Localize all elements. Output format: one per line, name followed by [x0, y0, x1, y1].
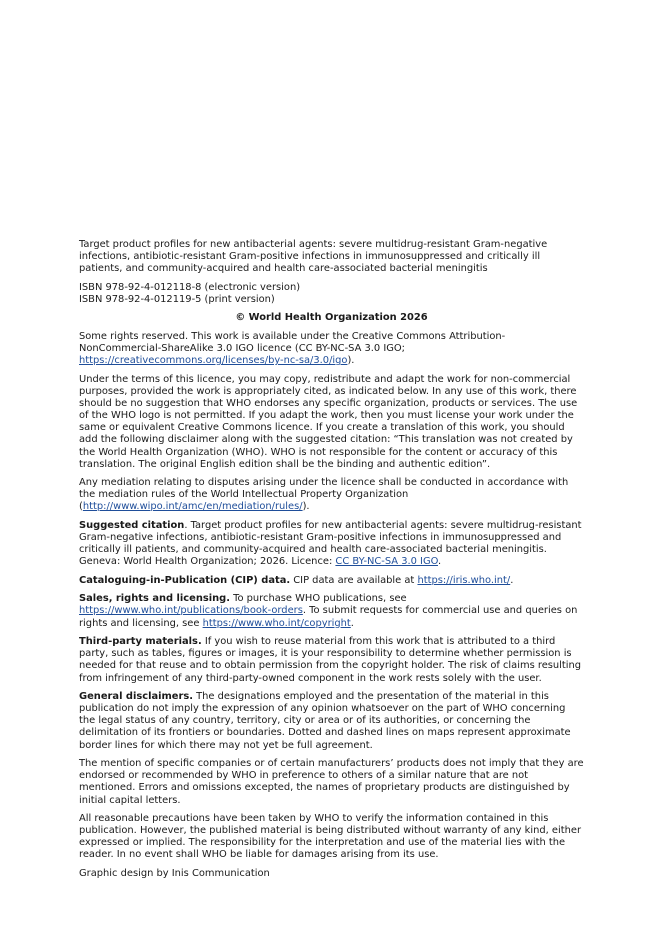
sales-paragraph [79, 593, 584, 629]
disclaimers-text: The designations employed and the presentation of the material in this publication do not imply the expression of any opinion whatsoever on the part of WHO concerning the legal status of any country, territory, city or area or of its authorities, or concerning the delimitation of its frontiers or boundaries. Dotted and dashed lines on maps represent approximate border lines for which there may not yet be full agreement. [79, 690, 571, 751]
licence-link[interactable]: CC BY-NC-SA 3.0 IGO [335, 556, 438, 568]
licence-terms-paragraph: Under the terms of this licence, you may copy, redistribute and adapt the work for non-commercial purposes, provided the work is appropriately cited, as indicated below. In any use of this work, there should be no suggestion that WHO endorses any specific organization, products or services. The use of the WHO logo is not permitted. If you adapt the work, then you must license your work under the same or equivalent Creative Commons licence. If you create a translation of this work, you should add the following disclaimer along with the suggested citation: “This translation was not created by the World Health Organization (WHO). WHO is not responsible for the content or accuracy of this translation. The original English edition shall be the binding and authentic edition”. [79, 373, 578, 470]
cip-end: . [510, 574, 514, 586]
sales-end: . [350, 617, 354, 629]
sales-label: Sales, rights and licensing. [79, 593, 230, 605]
copyright-page [79, 239, 584, 886]
copyright-link[interactable]: https://www.who.int/copyright [202, 617, 351, 629]
rights-paragraph [79, 331, 584, 367]
publication-title: Target product profiles for new antibacterial agents: severe multidrug-resistant Gram-negative infections, antibiotic-resistant Gram-positive infections in immunosuppressed and critically ill patients, and community-acquired and health care-associated bacterial meningitis [79, 239, 548, 275]
mediation-text: Any mediation relating to disputes arising under the licence shall be conducted in accordance with the mediation rules of the World Intellectual Property Organization ( [79, 477, 569, 513]
book-orders-link[interactable]: https://www.who.int/publications/book-orders [79, 605, 303, 617]
iris-link[interactable]: https://iris.who.int/ [417, 574, 511, 586]
sales-text: To purchase WHO publications, see [229, 593, 407, 605]
disclaimers-label: General disclaimers. [79, 690, 193, 702]
isbn-electronic: ISBN 978-92-4-012118-8 (electronic version) [79, 281, 301, 293]
manufacturers-paragraph: The mention of specific companies or of certain manufacturers’ products does not imply that they are endorsed or recommended by WHO in preference to others of a similar nature that are not mentioned. Errors and omissions excepted, the names of proprietary products are distinguished by initial capital letters. [79, 758, 584, 806]
isbn-print: ISBN 978-92-4-012119-5 (print version) [79, 293, 275, 305]
general-disclaimers-paragraph [79, 691, 584, 752]
rights-text: Some rights reserved. This work is available under the Creative Commons Attribution-NonCommercial-ShareAlike 3.0 IGO licence (CC BY-NC-SA 3.0 IGO; [79, 330, 506, 354]
citation-label: Suggested citation [79, 519, 185, 531]
citation-end: . [437, 556, 442, 568]
suggested-citation-paragraph [79, 520, 584, 569]
rights-end: ). [347, 355, 355, 367]
cip-text: CIP data are available at [290, 574, 418, 586]
third-party-paragraph [79, 636, 584, 685]
cip-label: Cataloguing-in-Publication (CIP) data. [79, 574, 291, 586]
design-credit: Graphic design by Inis Communication [79, 867, 270, 879]
mediation-paragraph [79, 477, 584, 513]
wipo-mediation-link[interactable]: http://www.wipo.int/amc/en/mediation/rules/ [82, 501, 303, 513]
isbn-block [79, 282, 584, 306]
third-party-label: Third-party materials. [79, 636, 202, 648]
creative-commons-link[interactable]: https://creativecommons.org/licenses/by-nc-sa/3.0/igo [79, 355, 348, 367]
mediation-end: ). [302, 501, 310, 513]
copyright-line: © World Health Organization 2026 [235, 312, 428, 324]
cip-paragraph [79, 575, 584, 587]
citation-text: . Target product profiles for new antibacterial agents: severe multidrug-resistant Gram-negative infections, antibiotic-resistant Gram-positive infections in immunosuppressed and critically ill patients, and community-acquired and health care-associated bacterial meningitis. Geneva: World Health Organization; 2026. Licence: [79, 519, 582, 568]
sales-mid: . To submit requests for commercial use and queries on rights and licensing, see [79, 605, 578, 629]
precautions-paragraph: All reasonable precautions have been taken by WHO to verify the information contained in this publication. However, the published material is being distributed without warranty of any kind, either expressed or implied. The responsibility for the interpretation and use of the material lies with the reader. In no event shall WHO be liable for damages arising from its use. [79, 812, 581, 861]
third-party-text: If you wish to reuse material from this work that is attributed to a third party, such as tables, figures or images, it is your responsibility to determine whether permission is needed for that reuse and to obtain permission from the copyright holder. The risk of claims resulting from infringement of any third-party-owned component in the work rests solely with the user. [79, 636, 582, 684]
